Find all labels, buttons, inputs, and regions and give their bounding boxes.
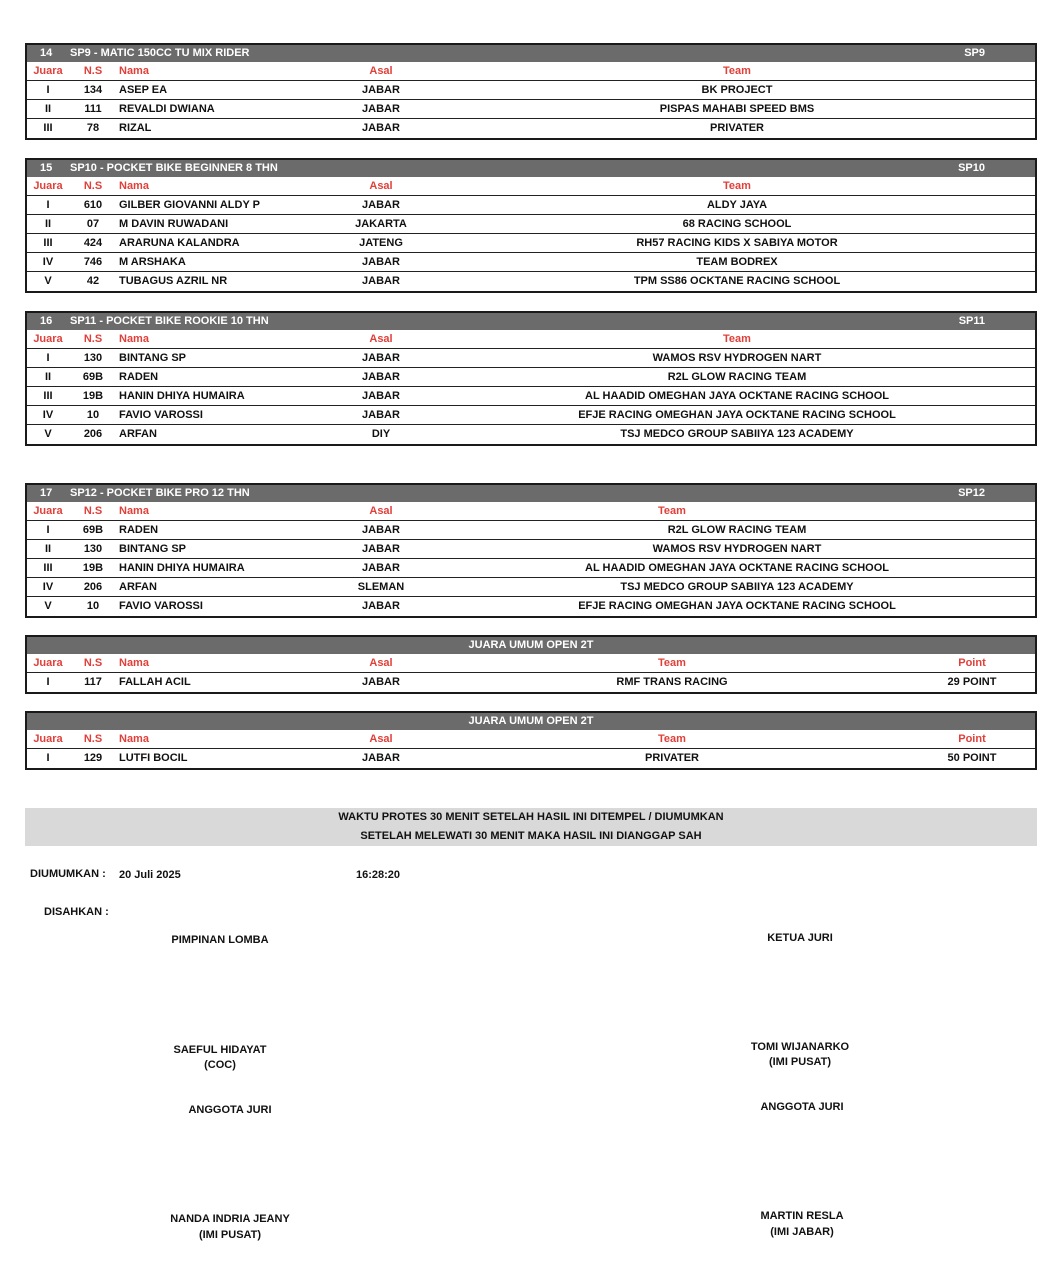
section-code: SP12: [958, 487, 985, 499]
points: 29 POINT: [947, 676, 997, 688]
table-row: [27, 749, 1035, 768]
rank: I: [46, 524, 50, 536]
race-number: 69B: [82, 524, 104, 536]
rank: V: [44, 600, 52, 612]
team-name: EFJE RACING OMEGHAN JAYA OCKTANE RACING SCHOOL: [578, 409, 896, 421]
rank: IV: [42, 256, 54, 268]
table-row: [27, 119, 1035, 138]
col-ns: N.S: [83, 333, 103, 345]
origin: JABAR: [362, 199, 400, 211]
table-row: [27, 521, 1035, 540]
origin: JAKARTA: [355, 218, 407, 230]
table-row: [27, 234, 1035, 253]
section-title: JUARA UMUM OPEN 2T: [468, 639, 594, 651]
origin: JABAR: [362, 103, 400, 115]
origin: SLEMAN: [357, 581, 405, 593]
col-nama: Nama: [119, 505, 149, 517]
col-nama: Nama: [119, 333, 149, 345]
section-header: [27, 160, 1035, 177]
col-point: Point: [958, 733, 986, 745]
rider-name: REVALDI DWIANA: [119, 103, 215, 115]
section-title: SP9 - MATIC 150CC TU MIX RIDER: [70, 47, 250, 59]
overall-champion-table: [25, 711, 1037, 770]
announce-date: 20 Juli 2025: [119, 869, 181, 881]
table-row: [27, 406, 1035, 425]
col-nama: Nama: [119, 657, 149, 669]
signature-role: PIMPINAN LOMBA: [171, 934, 269, 946]
signatory-name: MARTIN RESLA: [760, 1210, 844, 1222]
col-juara: Juara: [33, 180, 63, 192]
race-number: 206: [83, 428, 103, 440]
origin: JABAR: [362, 752, 400, 764]
race-number: 117: [84, 676, 102, 688]
rank: II: [44, 103, 52, 115]
column-header-row: [27, 654, 1035, 673]
col-team: Team: [723, 333, 751, 345]
table-row: [27, 578, 1035, 597]
col-asal: Asal: [369, 733, 393, 745]
section-code: SP10: [958, 162, 985, 174]
race-number: 206: [83, 581, 103, 593]
rider-name: M DAVIN RUWADANI: [119, 218, 229, 230]
section-number: 16: [40, 315, 53, 327]
col-team: Team: [723, 65, 751, 77]
rider-name: ASEP EA: [119, 84, 168, 96]
signatory-name: SAEFUL HIDAYAT: [173, 1044, 267, 1056]
table-row: [27, 253, 1035, 272]
table-row: [27, 425, 1035, 444]
section-header: [27, 713, 1035, 730]
notice-line: SETELAH MELEWATI 30 MENIT MAKA HASIL INI DIANGGAP SAH: [360, 830, 702, 842]
rank: I: [46, 199, 50, 211]
signatory-org: (IMI JABAR): [770, 1226, 834, 1238]
origin: JABAR: [362, 562, 400, 574]
table-row: [27, 673, 1035, 692]
signature-role: ANGGOTA JURI: [188, 1104, 272, 1116]
rider-name: BINTANG SP: [119, 543, 187, 555]
col-nama: Nama: [119, 733, 149, 745]
race-number: 10: [86, 409, 100, 421]
signatory-org: (IMI PUSAT): [198, 1229, 262, 1241]
rider-name: M ARSHAKA: [119, 256, 186, 268]
rider-name: GILBER GIOVANNI ALDY P: [119, 199, 260, 211]
signatory-org: (IMI PUSAT): [768, 1056, 832, 1068]
result-table-sp11: [25, 311, 1037, 446]
rider-name: LUTFI BOCIL: [119, 752, 188, 764]
section-title: JUARA UMUM OPEN 2T: [468, 715, 594, 727]
announce-time: 16:28:20: [356, 869, 401, 881]
rank: III: [43, 122, 53, 134]
race-number: 10: [86, 600, 100, 612]
signature-role: ANGGOTA JURI: [760, 1101, 844, 1113]
signatory-org: (COC): [204, 1059, 236, 1071]
signature-role: KETUA JURI: [767, 932, 833, 944]
table-row: [27, 81, 1035, 100]
race-number: 42: [86, 275, 100, 287]
race-number: 19B: [82, 562, 104, 574]
rank: V: [44, 275, 52, 287]
table-row: [27, 387, 1035, 406]
team-name: PRIVATER: [710, 122, 764, 134]
race-number: 424: [83, 237, 103, 249]
team-name: TSJ MEDCO GROUP SABIIYA 123 ACADEMY: [620, 581, 854, 593]
col-asal: Asal: [369, 180, 393, 192]
rider-name: RADEN: [119, 524, 159, 536]
race-number: 129: [83, 752, 103, 764]
rider-name: ARFAN: [119, 581, 157, 593]
table-row: [27, 368, 1035, 387]
column-header-row: [27, 502, 1035, 521]
team-name: TSJ MEDCO GROUP SABIIYA 123 ACADEMY: [620, 428, 854, 440]
col-team: Team: [658, 657, 686, 669]
result-table-sp12: [25, 483, 1037, 618]
race-number: 69B: [82, 371, 104, 383]
rider-name: RADEN: [119, 371, 159, 383]
origin: JABAR: [362, 390, 400, 402]
rider-name: ARARUNA KALANDRA: [119, 237, 240, 249]
team-name: R2L GLOW RACING TEAM: [667, 371, 807, 383]
col-point: Point: [958, 657, 986, 669]
col-asal: Asal: [369, 657, 393, 669]
col-team: Team: [658, 505, 686, 517]
section-header: [27, 485, 1035, 502]
col-ns: N.S: [83, 65, 103, 77]
team-name: WAMOS RSV HYDROGEN NART: [652, 543, 822, 555]
col-asal: Asal: [369, 333, 393, 345]
signatory-name: NANDA INDRIA JEANY: [170, 1213, 290, 1225]
race-number: 19B: [82, 390, 104, 402]
race-number: 746: [83, 256, 103, 268]
team-name: AL HAADID OMEGHAN JAYA OCKTANE RACING SCHOOL: [585, 390, 889, 402]
rank: I: [46, 352, 50, 364]
col-asal: Asal: [369, 505, 393, 517]
table-row: [27, 215, 1035, 234]
rank: I: [46, 752, 50, 764]
section-code: SP9: [964, 47, 985, 59]
section-header: [27, 637, 1035, 654]
rider-name: RIZAL: [119, 122, 152, 134]
origin: JABAR: [362, 371, 400, 383]
announce-label: DIUMUMKAN :: [30, 868, 106, 880]
signatory-name: TOMI WIJANARKO: [750, 1041, 850, 1053]
section-title: SP11 - POCKET BIKE ROOKIE 10 THN: [70, 315, 269, 327]
col-ns: N.S: [83, 505, 103, 517]
col-team: Team: [658, 733, 686, 745]
col-ns: N.S: [83, 180, 103, 192]
origin: DIY: [371, 428, 391, 440]
rider-name: FALLAH ACIL: [119, 676, 191, 688]
origin: JABAR: [362, 524, 400, 536]
team-name: EFJE RACING OMEGHAN JAYA OCKTANE RACING SCHOOL: [578, 600, 896, 612]
col-juara: Juara: [33, 65, 63, 77]
col-juara: Juara: [33, 733, 63, 745]
column-header-row: [27, 62, 1035, 81]
origin: JABAR: [362, 275, 400, 287]
team-name: WAMOS RSV HYDROGEN NART: [652, 352, 822, 364]
rank: IV: [42, 581, 54, 593]
col-ns: N.S: [83, 733, 103, 745]
team-name: AL HAADID OMEGHAN JAYA OCKTANE RACING SCHOOL: [585, 562, 889, 574]
team-name: PISPAS MAHABI SPEED BMS: [659, 103, 815, 115]
rider-name: BINTANG SP: [119, 352, 187, 364]
table-row: [27, 272, 1035, 291]
team-name: R2L GLOW RACING TEAM: [667, 524, 807, 536]
protest-notice: [25, 808, 1037, 846]
table-row: [27, 559, 1035, 578]
rank: III: [43, 390, 53, 402]
origin: JABAR: [362, 409, 400, 421]
rank: I: [46, 676, 50, 688]
section-title: SP10 - POCKET BIKE BEGINNER 8 THN: [70, 162, 278, 174]
table-row: [27, 597, 1035, 616]
rank: V: [44, 428, 52, 440]
col-nama: Nama: [119, 180, 149, 192]
team-name: TEAM BODREX: [696, 256, 778, 268]
team-name: ALDY JAYA: [706, 199, 768, 211]
rider-name: FAVIO VAROSSI: [119, 409, 203, 421]
race-number: 07: [86, 218, 100, 230]
origin: JABAR: [362, 600, 400, 612]
race-number: 130: [83, 352, 103, 364]
origin: JABAR: [362, 256, 400, 268]
origin: JATENG: [359, 237, 403, 249]
team-name: RMF TRANS RACING: [616, 676, 728, 688]
rider-name: HANIN DHIYA HUMAIRA: [119, 562, 245, 574]
team-name: PRIVATER: [645, 752, 699, 764]
col-juara: Juara: [33, 333, 63, 345]
rank: I: [46, 84, 50, 96]
rank: IV: [42, 409, 54, 421]
col-juara: Juara: [33, 657, 63, 669]
rank: III: [43, 237, 53, 249]
race-number: 134: [83, 84, 103, 96]
team-name: BK PROJECT: [701, 84, 773, 96]
team-name: 68 RACING SCHOOL: [682, 218, 792, 230]
table-row: [27, 100, 1035, 119]
points: 50 POINT: [947, 752, 997, 764]
origin: JABAR: [362, 122, 400, 134]
column-header-row: [27, 177, 1035, 196]
section-header: [27, 45, 1035, 62]
team-name: TPM SS86 OCKTANE RACING SCHOOL: [633, 275, 841, 287]
race-number: 610: [83, 199, 103, 211]
column-header-row: [27, 330, 1035, 349]
table-row: [27, 540, 1035, 559]
race-number: 78: [86, 122, 100, 134]
origin: JABAR: [362, 543, 400, 555]
approved-label: DISAHKAN :: [44, 906, 109, 918]
rank: II: [44, 218, 52, 230]
col-asal: Asal: [369, 65, 393, 77]
race-number: 111: [84, 103, 102, 115]
table-row: [27, 349, 1035, 368]
rank: III: [43, 562, 53, 574]
origin: JABAR: [362, 676, 400, 688]
col-ns: N.S: [83, 657, 103, 669]
result-table-sp9: [25, 43, 1037, 140]
section-title: SP12 - POCKET BIKE PRO 12 THN: [70, 487, 250, 499]
section-number: 17: [40, 487, 53, 499]
rider-name: TUBAGUS AZRIL NR: [119, 275, 228, 287]
race-number: 130: [83, 543, 103, 555]
origin: JABAR: [362, 84, 400, 96]
section-code: SP11: [958, 315, 985, 327]
rank: II: [44, 543, 52, 555]
col-nama: Nama: [119, 65, 149, 77]
col-team: Team: [723, 180, 751, 192]
col-juara: Juara: [33, 505, 63, 517]
rider-name: ARFAN: [119, 428, 157, 440]
team-name: RH57 RACING KIDS X SABIYA MOTOR: [636, 237, 838, 249]
section-number: 15: [40, 162, 53, 174]
section-number: 14: [40, 47, 53, 59]
origin: JABAR: [362, 352, 400, 364]
notice-line: WAKTU PROTES 30 MENIT SETELAH HASIL INI DITEMPEL / DIUMUMKAN: [338, 811, 724, 823]
result-table-sp10: [25, 158, 1037, 293]
overall-champion-table: [25, 635, 1037, 694]
rider-name: HANIN DHIYA HUMAIRA: [119, 390, 245, 402]
section-header: [27, 313, 1035, 330]
table-row: [27, 196, 1035, 215]
rider-name: FAVIO VAROSSI: [119, 600, 203, 612]
column-header-row: [27, 730, 1035, 749]
rank: II: [44, 371, 52, 383]
